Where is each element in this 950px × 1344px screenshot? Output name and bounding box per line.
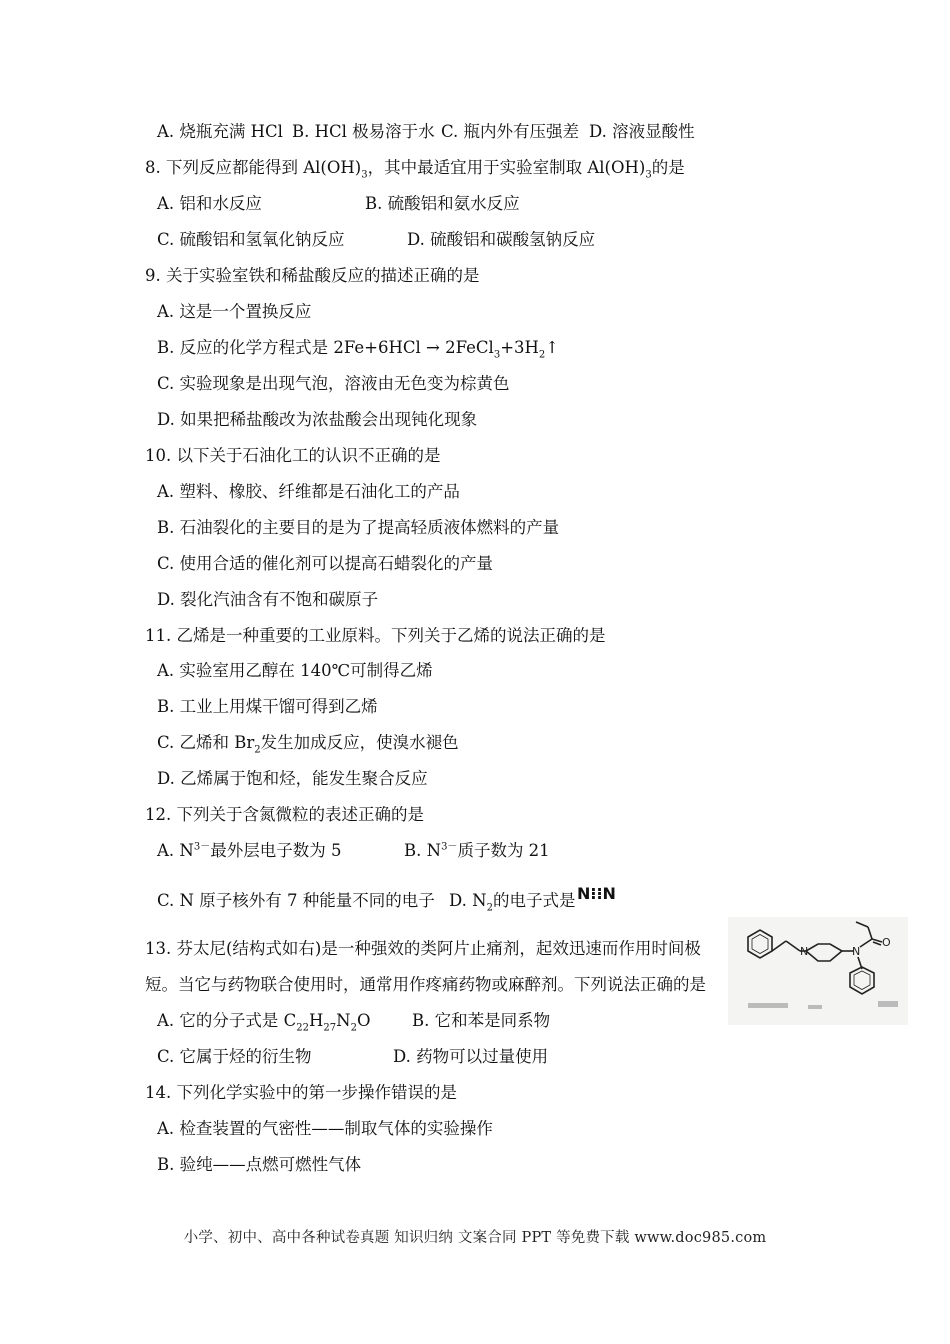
q9-option-b	[157, 337, 559, 359]
q12-option-b	[404, 840, 550, 862]
q7-option-b: B. HCl 极易溶于水	[292, 122, 435, 141]
svg-text:N: N	[852, 945, 861, 958]
q7-option-d: D. 溶液显酸性	[589, 122, 695, 141]
q13-option-a-n: N	[336, 1011, 351, 1030]
q8-stem-sub-2: 3	[645, 169, 652, 181]
q7-options	[157, 121, 283, 143]
q11-stem: 11. 乙烯是一种重要的工业原料。下列关于乙烯的说法正确的是	[145, 626, 606, 645]
q8-stem-text-1: 8. 下列反应都能得到 Al(OH)	[145, 158, 362, 177]
q14-option-a: A. 检查装置的气密性——制取气体的实验操作	[157, 1119, 493, 1138]
q13-option-a-sub-n: 2	[350, 1022, 357, 1034]
fentanyl-structure-image	[728, 917, 908, 1025]
q12-option-a-text-2: 最外层电子数为 5	[210, 841, 342, 860]
q11-option-c-text-2: 发生加成反应，使溴水褪色	[260, 733, 459, 752]
q9-option-b-sub-2: 2	[538, 349, 546, 361]
q13-option-b: B. 它和苯是同系物	[412, 1011, 551, 1030]
q13-option-a-text: A. 它的分子式是 C	[157, 1011, 297, 1030]
q12-option-a	[157, 840, 341, 862]
q7-option-a: A. 烧瓶充满 HCl	[157, 122, 283, 141]
page-footer: 小学、初中、高中各种试卷真题 知识归纳 文案合同 PPT 等免费下载 www.doc985.com	[183, 1230, 767, 1246]
q12-stem: 12. 下列关于含氮微粒的表述正确的是	[145, 805, 424, 824]
q13-stem-line-2: 短。当它与药物联合使用时，通常用作疼痛药物或麻醉剂。下列说法正确的是	[145, 975, 706, 994]
q11-option-d: D. 乙烯属于饱和烃，能发生聚合反应	[157, 769, 428, 788]
q9-option-b-text-1: B. 反应的化学方程式是 2Fe+6HCl → 2FeCl	[157, 338, 494, 357]
q12-option-d-text-1: D. N	[449, 891, 487, 910]
q12-option-b-text-2: 质子数为 21	[457, 841, 550, 860]
q8-stem-sub-1: 3	[361, 169, 368, 181]
svg-text:O: O	[882, 936, 891, 949]
q8-stem	[145, 157, 685, 179]
q13-stem-line-1: 13. 芬太尼(结构式如右)是一种强效的类阿片止痛剂，起效迅速而作用时间极	[145, 939, 701, 958]
q9-option-d: D. 如果把稀盐酸改为浓盐酸会出现钝化现象	[157, 410, 478, 429]
q10-option-b: B. 石油裂化的主要目的是为了提高轻质液体燃料的产量	[157, 518, 560, 537]
q14-stem: 14. 下列化学实验中的第一步操作错误的是	[145, 1083, 457, 1102]
q8-stem-text-2: ，其中最适宜用于实验室制取 Al(OH)	[367, 158, 646, 177]
q8-stem-text-3: 的是	[651, 158, 685, 177]
q10-option-a: A. 塑料、橡胶、纤维都是石油化工的产品	[157, 482, 460, 501]
q12-option-d	[449, 890, 575, 912]
q12-option-c: C. N 原子核外有 7 种能量不同的电子	[157, 891, 435, 910]
q9-option-b-arrow: ↑	[545, 338, 560, 357]
q13-option-a-o: O	[356, 1011, 371, 1030]
q12-option-a-sup: 3－	[193, 841, 211, 853]
n2-electron-formula: N⁝⁝N	[577, 884, 616, 903]
q8-option-d: D. 硫酸铝和碳酸氢钠反应	[407, 230, 596, 249]
q10-option-d: D. 裂化汽油含有不饱和碳原子	[157, 590, 379, 609]
q13-option-c: C. 它属于烃的衍生物	[157, 1047, 312, 1066]
q12-option-b-text-1: B. N	[404, 841, 442, 860]
q9-option-b-text-2: +3H	[500, 338, 539, 357]
q11-option-c	[157, 732, 459, 754]
q12-option-d-text-2: 的电子式是	[492, 891, 576, 910]
q13-option-a-sub-c: 22	[296, 1022, 310, 1034]
q12-option-d-sub: 2	[486, 902, 493, 914]
q9-option-a: A. 这是一个置换反应	[157, 302, 312, 321]
q9-stem: 9. 关于实验室铁和稀盐酸反应的描述正确的是	[145, 266, 480, 285]
q8-option-c: C. 硫酸铝和氢氧化钠反应	[157, 230, 345, 249]
q13-option-d: D. 药物可以过量使用	[393, 1047, 549, 1066]
q12-option-a-text-1: A. N	[157, 841, 194, 860]
q10-option-c: C. 使用合适的催化剂可以提高石蜡裂化的产量	[157, 554, 494, 573]
fentanyl-structure-svg	[728, 917, 908, 1025]
q8-option-a: A. 铝和水反应	[157, 194, 262, 213]
q7-option-c: C. 瓶内外有压强差	[441, 122, 580, 141]
q10-stem: 10. 以下关于石油化工的认识不正确的是	[145, 446, 441, 465]
q8-option-b: B. 硫酸铝和氨水反应	[365, 194, 520, 213]
q13-option-a	[157, 1010, 370, 1032]
q11-option-a: A. 实验室用乙醇在 140℃可制得乙烯	[157, 661, 433, 680]
q14-option-b: B. 验纯——点燃可燃性气体	[157, 1155, 362, 1174]
q9-option-b-sub-1: 3	[493, 349, 501, 361]
q13-option-a-h: H	[309, 1011, 324, 1030]
svg-text:N: N	[800, 945, 809, 958]
q11-option-c-text-1: C. 乙烯和 Br	[157, 733, 255, 752]
q9-option-c: C. 实验现象是出现气泡，溶液由无色变为棕黄色	[157, 374, 510, 393]
q12-option-b-sup: 3－	[441, 841, 458, 853]
q11-option-b: B. 工业上用煤干馏可得到乙烯	[157, 697, 378, 716]
q11-option-c-sub: 2	[254, 744, 261, 756]
q13-option-a-sub-h: 27	[323, 1022, 337, 1034]
